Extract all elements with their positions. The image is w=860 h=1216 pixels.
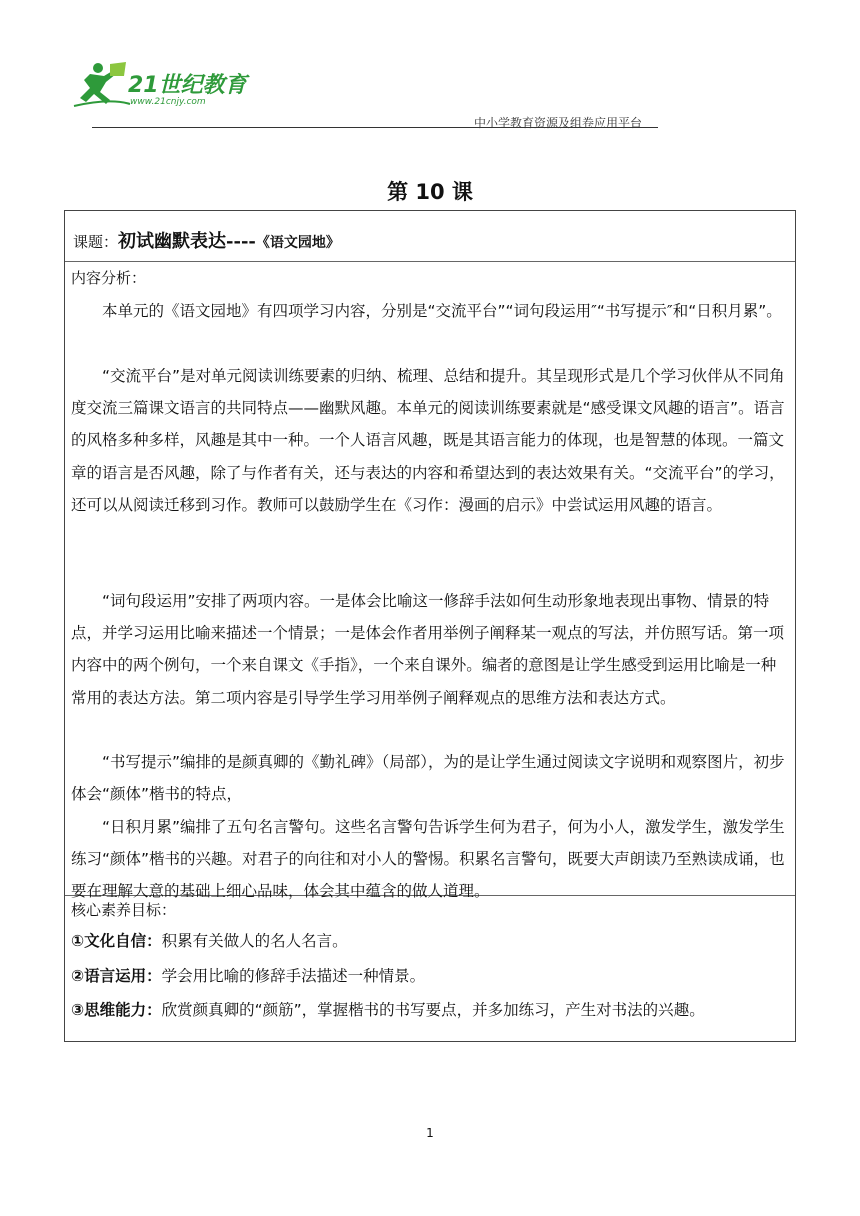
goal-label: ③思维能力： — [71, 1001, 162, 1019]
goal-text: 学会用比喻的修辞手法描述一种情景。 — [161, 967, 426, 985]
analysis-paragraph: 本单元的《语文园地》有四项学习内容，分别是“交流平台”“词句段运用″“书写提示″和“日积月累”。 — [102, 302, 782, 320]
analysis-paragraph: “日积月累”编排了五句名言警句。这些名言警句告诉学生何为君子，何为小人，激发学生，激发学生练习“颜体”楷书的兴趣。对君子的向往和对小人的警惕。积累名言警句，既要大声朗读乃至熟读成诵，也要在理解大意的基础上细心品味，体会其中蕴含的做人道理。 — [71, 818, 785, 901]
analysis-paragraph: “书写提示”编排的是颜真卿的《勤礼碑》（局部），为的是让学生通过阅读文字说明和观察图片，初步体会“颜体”楷书的特点， — [71, 753, 785, 804]
svg-text:www.21cnjy.com: www.21cnjy.com — [130, 97, 206, 107]
page-title: 第 10 课 — [387, 180, 473, 204]
goal-label: ②语言运用： — [71, 967, 162, 985]
analysis-paragraph: “词句段运用”安排了两项内容。一是体会比喻这一修辞手法如何生动形象地表现出事物、情景的特点，并学习运用比喻来描述一个情景；一是体会作者用举例子阐释某一观点的写法，并仿照写话。第一项内容中的两个例句，一个来自课文《手指》，一个来自课外。编者的意图是让学生感受到运用比喻是一种常用的表达方法。第二项内容是引导学生学习用举例子阐释观点的思维方法和表达方式。 — [71, 592, 785, 707]
lesson-table — [64, 210, 796, 1042]
svg-text:21世纪教育: 21世纪教育 — [128, 73, 247, 98]
goal-text: 欣赏颜真卿的“颜筋”，掌握楷书的书写要点，并多加练习，产生对书法的兴趣。 — [161, 1001, 705, 1019]
course-sub: 《语文园地》 — [255, 235, 340, 251]
goal-text: 积累有关做人的名人名言。 — [161, 932, 348, 950]
course-title — [73, 227, 340, 253]
goal-item — [71, 998, 705, 1020]
analysis-paragraph: “交流平台”是对单元阅读训练要素的归纳、梳理、总结和提升。其呈现形式是几个学习伙伴从不同角度交流三篇课文语言的共同特点——幽默风趣。本单元的阅读训练要素就是“感受课文风趣的语言”。语言的风格多种多样，风趣是其中一种。一个人语言风趣，既是其语言能力的体现，也是智慧的体现。一篇文章的语言是否风趣，除了与作者有关，还与表达的内容和希望达到的表达效果有关。“交流平台”的学习，还可以从阅读迁移到习作。教师可以鼓励学生在《习作：漫画的启示》中尝试运用风趣的语言。 — [71, 367, 785, 514]
analysis-heading: 内容分析： — [71, 269, 147, 287]
header-divider — [92, 127, 658, 128]
goal-item — [71, 964, 425, 986]
course-main: 初试幽默表达---- — [118, 231, 256, 252]
course-label: 课题： — [73, 233, 119, 251]
analysis-row — [65, 261, 795, 901]
goals-heading: 核心素养目标： — [71, 901, 177, 919]
course-row — [65, 211, 795, 262]
page-number: 1 — [426, 1126, 434, 1140]
goals-row — [65, 895, 795, 1041]
goal-item — [71, 929, 348, 951]
platform-text: 中小学教育资源及组卷应用平台 — [474, 116, 643, 130]
runner-logo-icon — [70, 62, 260, 110]
goal-label: ①文化自信： — [71, 932, 162, 950]
logo — [70, 62, 260, 110]
